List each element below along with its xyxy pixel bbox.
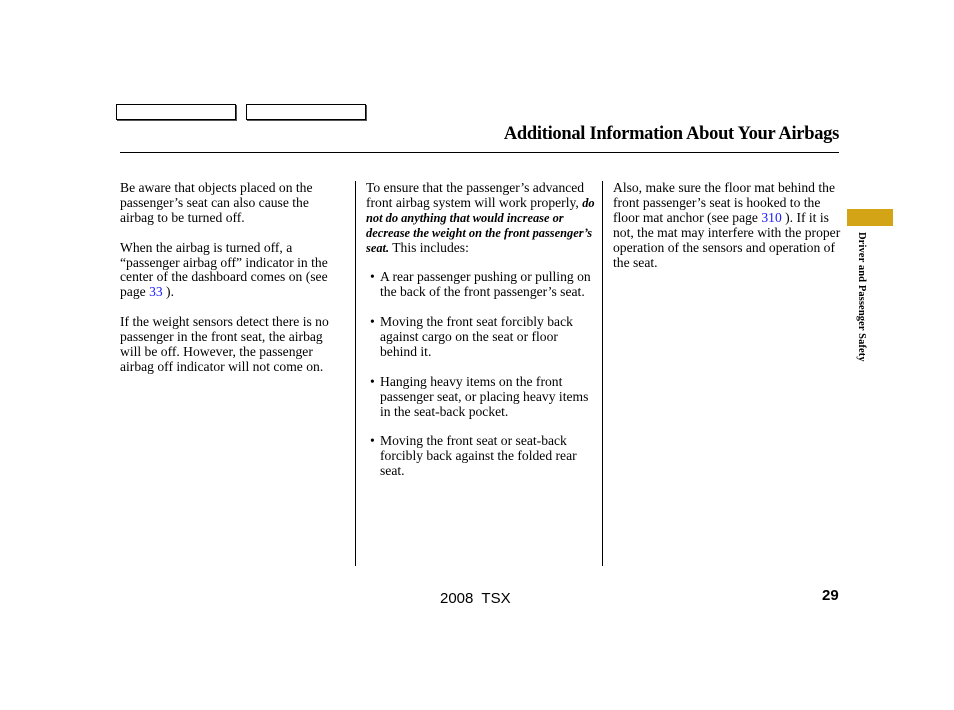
column-right [613, 181, 841, 285]
column-left [120, 181, 342, 390]
paragraph-airbag-off-indicator [120, 241, 342, 301]
page-33-link[interactable]: 33 [149, 284, 163, 300]
bullet-icon: • [370, 314, 375, 330]
next-page-button[interactable] [246, 104, 366, 120]
list-item [366, 270, 596, 300]
paragraph-text: To ensure that the passenger’s advanced front airbag system will work properly, [366, 180, 585, 210]
bullet-icon: • [370, 269, 375, 285]
page-number: 29 [822, 587, 839, 604]
previous-page-button[interactable] [116, 104, 236, 120]
section-tab-label: Driver and Passenger Safety [856, 232, 867, 362]
page-title: Additional Information About Your Airbags [503, 124, 839, 144]
paragraph-text: This includes: [389, 239, 469, 255]
column-divider [602, 181, 603, 566]
section-tab [847, 209, 893, 226]
model-footer: 2008 TSX [440, 590, 511, 607]
bullet-icon: • [370, 373, 375, 389]
bullet-list [366, 270, 596, 479]
paragraph-objects-on-seat: Be aware that objects placed on the passenger’s seat can also cause the airbag to be turned off. [120, 180, 313, 225]
warning-emphasis: do not do anything that would increase or decrease the weight on the front passenger’s seat. [366, 195, 595, 255]
list-item [366, 315, 596, 360]
paragraph-text: ). [162, 284, 174, 300]
paragraph-text: Also, make sure the floor mat behind the front passenger’s seat is hooked to the floor mat anchor (see page [613, 180, 835, 225]
page-310-link[interactable]: 310 [761, 209, 782, 225]
list-item-text: Moving the front seat or seat-back forcibly back against the folded rear seat. [380, 433, 577, 479]
column-divider [355, 181, 356, 566]
paragraph-weight-sensors: If the weight sensors detect there is no passenger in the front seat, the airbag will be off. However, the passenger airbag off indicator will not come on. [120, 314, 329, 374]
list-item [366, 375, 596, 420]
paragraph-intro [366, 181, 596, 256]
list-item [366, 434, 596, 479]
list-item-text: A rear passenger pushing or pulling on the back of the front passenger’s seat. [380, 269, 591, 300]
list-item-text: Hanging heavy items on the front passenger seat, or placing heavy items in the seat-back pocket. [380, 373, 589, 419]
list-item-text: Moving the front seat forcibly back against cargo on the seat or floor behind it. [380, 314, 573, 359]
bullet-icon: • [370, 433, 375, 449]
paragraph-text: When the airbag is turned off, a “passenger airbag off” indicator in the center of the dashboard comes on (see page [120, 239, 328, 300]
paragraph-text: ). If it is not, the mat may interfere with the proper operation of the sensors and operation of the seat. [613, 209, 841, 270]
title-rule [120, 152, 839, 153]
paragraph-floor-mat [613, 181, 841, 270]
column-middle [366, 181, 596, 494]
